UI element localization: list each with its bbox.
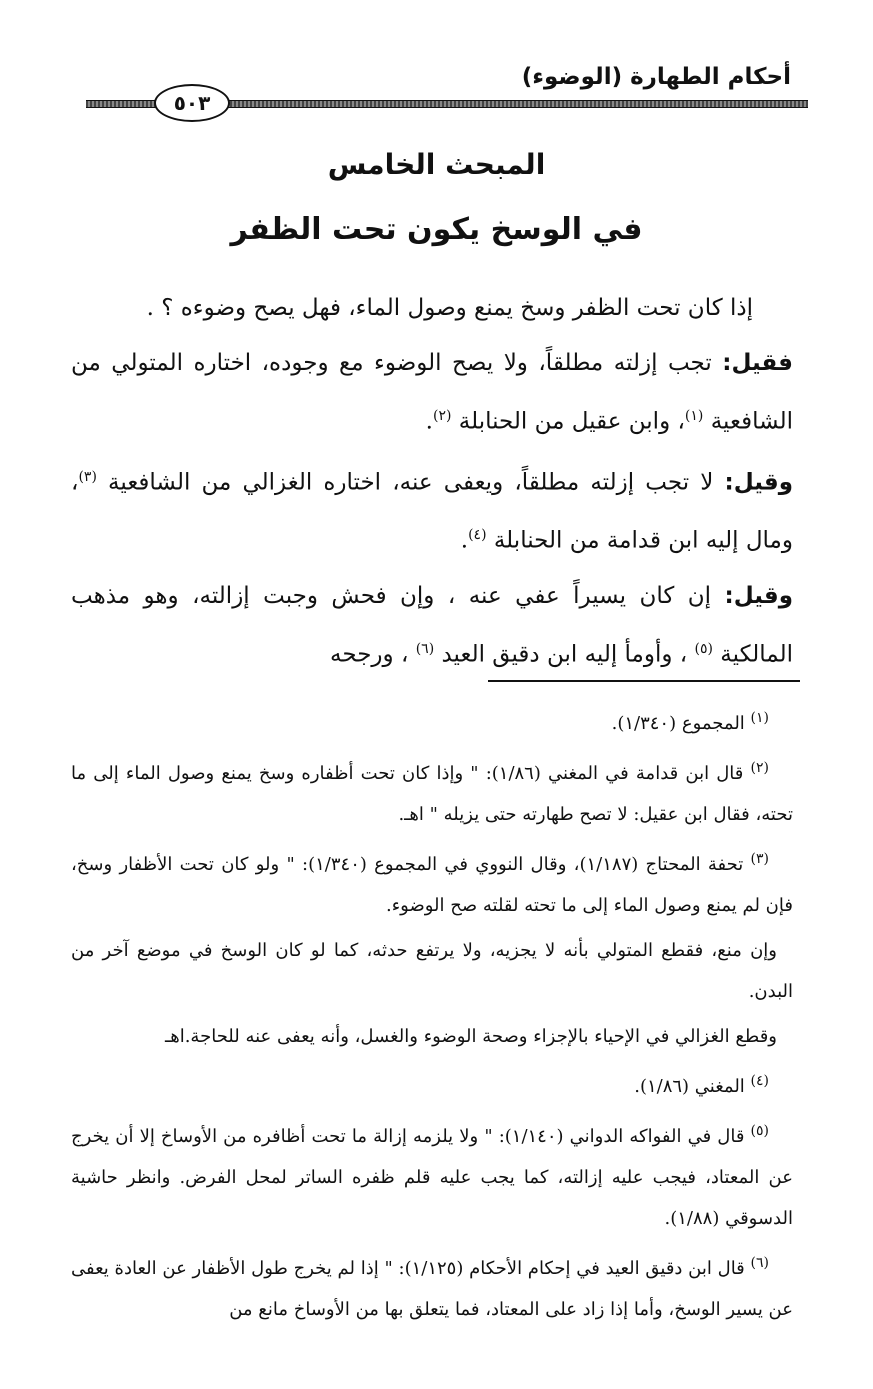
footnote-number: (٦) (750, 1255, 769, 1271)
paragraph-text: . (425, 408, 433, 435)
footnote-6 (71, 1243, 793, 1330)
footnote-number: (٣) (750, 851, 769, 867)
paragraph-text: لا تجب إزلته مطلقاً، ويعفى عنه، اختاره الغزالي من الشافعية (96, 469, 725, 496)
footnote-ref[interactable]: (٤) (468, 527, 487, 544)
footnotes (71, 698, 793, 1334)
body-text (71, 282, 793, 684)
footnote-ref[interactable]: (٥) (694, 640, 713, 657)
opinion-lead: فقيل: (722, 350, 793, 376)
footnote-text: قال في الفواكه الدواني (١/١٤٠): " ولا يلزمه إزالة ما تحت أظافره من الأوساخ إلا أن يخرج عن المعتاد، فيجب عليه إزالته، كما يجب عليه قلم ظفره الساتر لمحل الفرض. وانظر حاشية الدسوقي (١/٨٨). (71, 1126, 793, 1229)
paragraph-opinion-1 (71, 337, 793, 449)
chapter-subtitle: في الوسخ يكون تحت الظفر (230, 212, 643, 247)
footnote-text: المجموع (١/٣٤٠). (611, 713, 751, 734)
footnote-4 (71, 1061, 793, 1107)
footnote-number: (٢) (750, 760, 769, 776)
paragraph-text: تجب إزلته مطلقاً، ولا يصح الوضوء مع وجوده، اختاره المتولي من الشافعية (71, 350, 793, 435)
footnote-ref[interactable]: (٦) (415, 640, 435, 657)
footnote-3 (71, 839, 793, 926)
footnote-ref[interactable]: (١) (684, 408, 704, 424)
footnote-number: (٤) (750, 1073, 769, 1089)
footnote-3-continuation-1: وإن منع، فقطع المتولي بأنه لا يجزيه، ولا يرتفع حدثه، كما لو كان الوسخ في موضع آخر من البدن. (71, 940, 793, 1002)
footnote-number: (٥) (750, 1123, 769, 1139)
paragraph-opinion-2 (71, 451, 793, 568)
footnote-text: المغني (١/٨٦). (634, 1076, 751, 1097)
footnote-text: قال ابن دقيق العيد في إحكام الأحكام (١/١٢٥): " إذا لم يخرج طول الأظفار عن العادة يعفى عن يسير الوسخ، وأما إذا زاد على المعتاد، فما يتعلق بها من الأوساخ مانع من (71, 1258, 793, 1320)
footnote-5 (71, 1111, 793, 1239)
footnote-number: (١) (750, 710, 769, 726)
footnote-2 (71, 748, 793, 835)
footnote-ref[interactable]: (٢) (432, 408, 452, 424)
footnote-3-continuation-2: وقطع الغزالي في الإحياء بالإجزاء وصحة الوضوء والغسل، وأنه يعفى عنه للحاجة.اهـ (164, 1026, 777, 1047)
paragraph-text: إن كان يسيراً عفي عنه ، وإن فحش وجبت إزالته، وهو مذهب المالكية (71, 582, 793, 668)
footnote-1 (71, 698, 793, 744)
paragraph-text: إذا كان تحت الظفر وسخ يمنع وصول الماء، فهل يصح وضوءه ؟ . (146, 295, 753, 321)
opinion-lead: وقيل: (724, 582, 793, 609)
paragraph-opinion-3 (71, 570, 793, 682)
running-title: أحكام الطهارة (الوضوء) (521, 64, 791, 90)
paragraph-text: ، وابن عقيل من الحنابلة (451, 408, 685, 435)
paragraph-text: ، ورجحه (330, 641, 416, 668)
footnote-separator (488, 680, 800, 682)
paragraph-text: ، ومال إليه ابن قدامة من الحنابلة (71, 469, 793, 554)
paragraph-text: . (460, 527, 469, 554)
paragraph-question (71, 282, 793, 335)
chapter-title: المبحث الخامس (327, 148, 546, 181)
footnote-ref[interactable]: (٣) (78, 468, 97, 485)
page-number: ٥٠٣ (154, 84, 230, 122)
footnote-text: قال ابن قدامة في المغني (١/٨٦): " وإذا كان تحت أظفاره وسخ يمنع وصول الماء إلى ما تحته، فقال ابن عقيل: لا تصح طهارته حتى يزيله " اهـ. (71, 763, 793, 825)
opinion-lead: وقيل: (724, 469, 793, 496)
paragraph-text: ، وأومأ إليه ابن دقيق العيد (434, 641, 695, 668)
footnote-text: تحفة المحتاج (١/١٨٧)، وقال النووي في المجموع (١/٣٤٠): " ولو كان تحت الأظفار وسخ، فإن لم يمنع وصول الماء إلى ما تحته لقلته صح الوضوء. (71, 854, 793, 916)
